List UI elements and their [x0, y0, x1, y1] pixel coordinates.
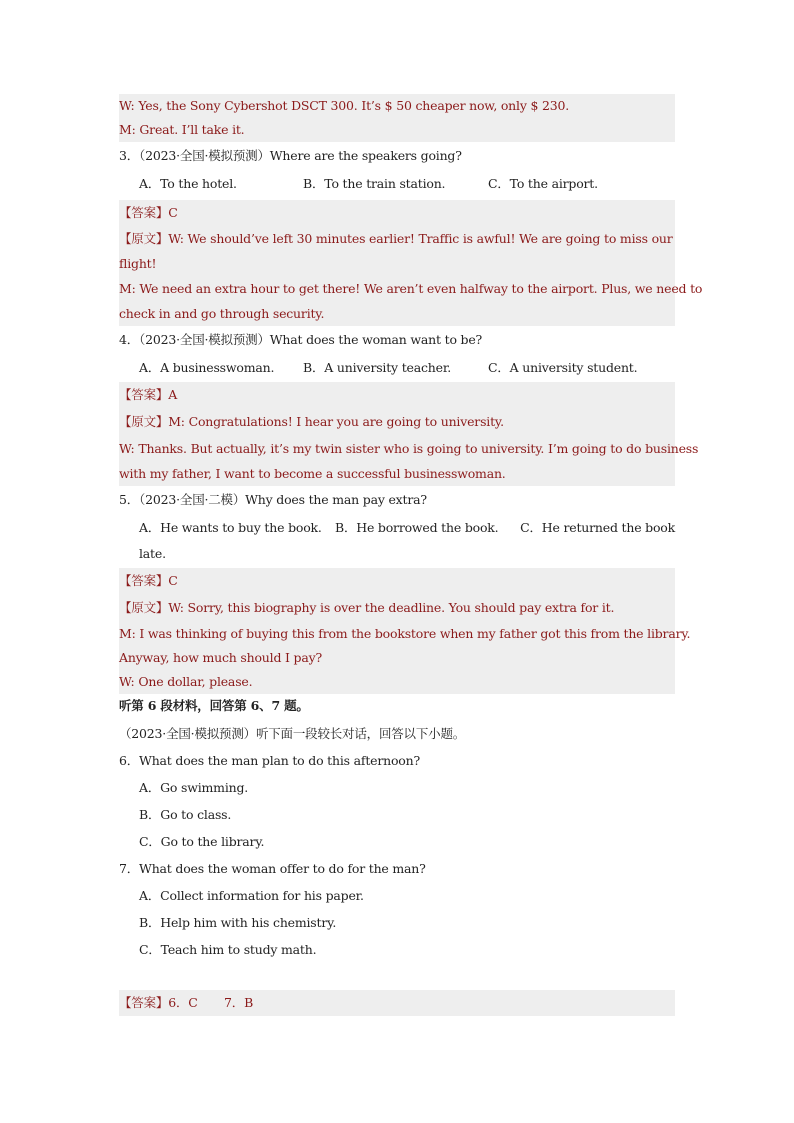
- script-line: 【原文】W: We should’ve left 30 minutes earlier! Traffic is awful! We are going to miss our: [119, 231, 673, 246]
- script-line: W: One dollar, please.: [119, 674, 253, 689]
- question-5-stem: 5．（2023·全国·二模）Why does the man pay extra?: [119, 492, 427, 507]
- option-c: C．Go to the library.: [139, 834, 265, 849]
- question-3-stem: 3．（2023·全国·模拟预测）Where are the speakers going?: [119, 148, 462, 163]
- script-line: M: Great. I’ll take it.: [119, 122, 245, 137]
- option-c: C．Teach him to study math.: [139, 942, 317, 957]
- question-6-stem: 6．What does the man plan to do this afternoon?: [119, 753, 420, 768]
- option-c: C．He returned the book: [520, 520, 675, 535]
- section-heading: 听第 6 段材料，回答第 6、7 题。: [119, 698, 309, 713]
- option-b: B．Help him with his chemistry.: [139, 915, 337, 930]
- option-a: A．A businesswoman.: [139, 360, 275, 375]
- option-a: A．He wants to buy the book.: [139, 520, 322, 535]
- answer-block-q4: [119, 382, 699, 486]
- option-b: B．He borrowed the book.: [334, 520, 499, 535]
- answer-block-q2: [119, 94, 675, 142]
- option-c: C．To the airport.: [488, 176, 598, 191]
- section-intro: （2023·全国·模拟预测）听下面一段较长对话，回答以下小题。: [119, 726, 466, 741]
- option-b: B．To the train station.: [303, 176, 446, 191]
- option-a: A．Collect information for his paper.: [139, 888, 364, 903]
- option-b: B．A university teacher.: [303, 360, 451, 375]
- script-line: W: Yes, the Sony Cybershot DSCT 300. It’s $ 50 cheaper now, only $ 230.: [119, 98, 570, 113]
- answer-block-q3: [119, 200, 703, 326]
- option-c: C．A university student.: [488, 360, 638, 375]
- script-line: Anyway, how much should I pay?: [119, 650, 322, 665]
- document-page: [119, 94, 703, 1016]
- option-c-continued: late.: [139, 546, 166, 561]
- script-line: W: Thanks. But actually, it’s my twin sister who is going to university. I’m going to do business: [119, 441, 699, 456]
- question-7-stem: 7．What does the woman offer to do for the man?: [119, 861, 426, 876]
- answer-label: 【答案】A: [119, 387, 178, 402]
- answer-label: 【答案】6．C 7．B: [119, 995, 254, 1010]
- question-4-options: [119, 356, 675, 380]
- script-line: 【原文】W: Sorry, this biography is over the deadline. You should pay extra for it.: [119, 600, 615, 615]
- script-line: 【原文】M: Congratulations! I hear you are going to university.: [119, 414, 504, 429]
- script-line: flight!: [119, 256, 157, 271]
- script-line: check in and go through security.: [119, 306, 325, 321]
- option-a: A．Go swimming.: [139, 780, 249, 795]
- question-5-options: [119, 516, 675, 540]
- answer-block-q5: [119, 568, 691, 694]
- script-line: M: I was thinking of buying this from the bookstore when my father got this from the library.: [119, 626, 691, 641]
- question-4-stem: 4．（2023·全国·模拟预测）What does the woman want to be?: [119, 332, 483, 347]
- script-line: with my father, I want to become a successful businesswoman.: [119, 466, 506, 481]
- option-a: A．To the hotel.: [139, 176, 237, 191]
- answer-label: 【答案】C: [119, 573, 178, 588]
- script-line: M: We need an extra hour to get there! We aren’t even halfway to the airport. Plus, we need to: [119, 281, 703, 296]
- option-b: B．Go to class.: [139, 807, 232, 822]
- question-3-options: [119, 172, 675, 196]
- answer-label: 【答案】C: [119, 205, 178, 220]
- answer-block-q6-q7: [119, 990, 675, 1016]
